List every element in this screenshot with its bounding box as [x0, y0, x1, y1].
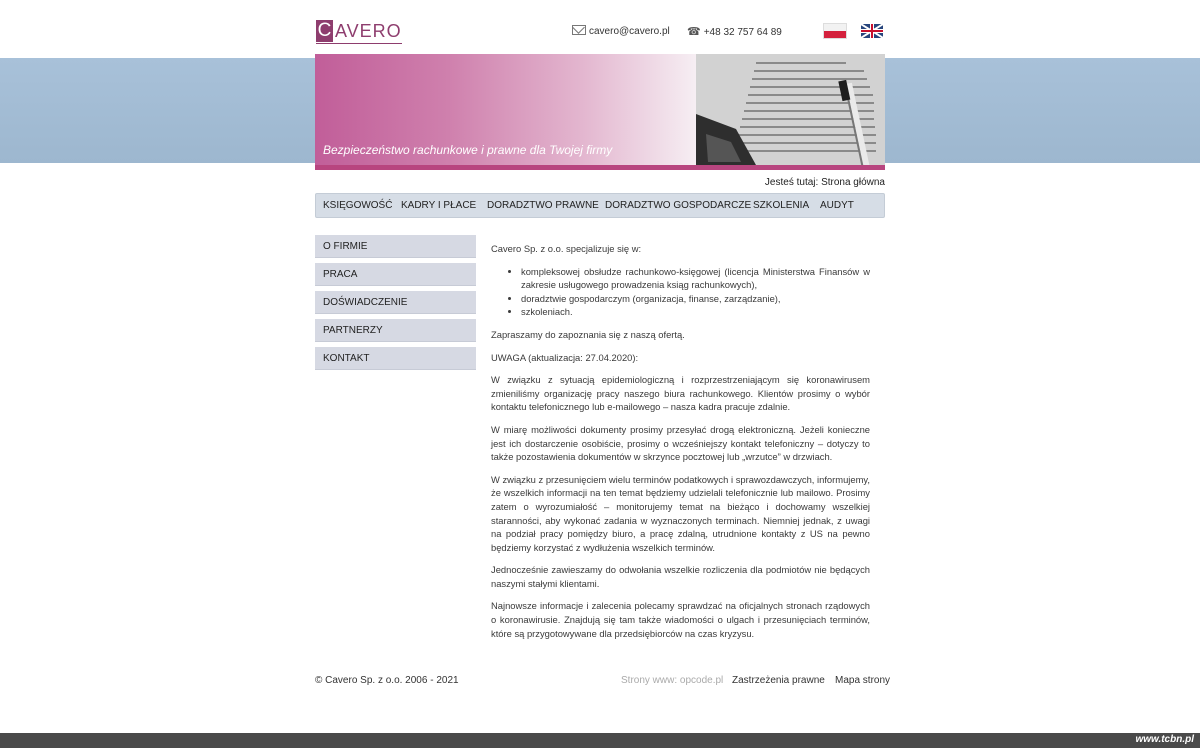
envelope-icon — [572, 25, 586, 35]
nav-item-doradztwo-gospodarcze[interactable]: DORADZTWO GOSPODARCZE — [605, 200, 752, 211]
polish-flag-icon[interactable] — [824, 24, 846, 38]
logo-initial: C — [317, 20, 332, 41]
sidebar-item-praca[interactable]: PRACA — [315, 263, 476, 286]
sidebar — [315, 235, 476, 375]
content-paragraph: UWAGA (aktualizacja: 27.04.2020): — [491, 351, 639, 363]
list-item: • kompleksowej obsłudze rachunkowo-księgowej (licencja Ministerstwa Finansów w zakresie usługowego prowadzenia ksiąg rachunkowych), — [521, 265, 870, 292]
content-paragraph: Jednocześnie zawieszamy do odwołania wszelkie rozliczenia dla podmiotów nie będących naszymi stałymi klientami. — [491, 564, 870, 589]
breadcrumb-label: Jesteś tutaj: — [764, 177, 819, 188]
logo[interactable] — [316, 20, 402, 44]
main-content — [491, 242, 870, 649]
header-email[interactable] — [572, 25, 670, 37]
content-paragraph: W związku z sytuacją epidemiologiczną i rozprzestrzeniającym się koronawirusem zmieniliśmy organizację pracy naszego biura rachunkowego. Klientów prosimy o wybór kontaktu telefonicznego lub e-mailowego – nasza kadra pracuje zdalnie. — [491, 374, 870, 413]
hero-slogan: Bezpieczeństwo rachunkowe i prawne dla Twojej firmy — [323, 143, 613, 157]
phone-text: +48 32 757 64 89 — [703, 27, 782, 38]
nav-item-audyt[interactable]: AUDYT — [820, 200, 854, 211]
main-nav — [315, 193, 885, 218]
content-intro: Cavero Sp. z o.o. specjalizuje się w: — [491, 243, 642, 254]
uk-flag-icon[interactable] — [861, 24, 883, 38]
list-item: • doradztwie gospodarczym (organizacja, finanse, zarządzanie), — [521, 292, 870, 306]
footer-copyright: © Cavero Sp. z o.o. 2006 - 2021 — [315, 675, 459, 686]
sidebar-item-doswiadczenie[interactable]: DOŚWIADCZENIE — [315, 291, 476, 314]
footer-credits[interactable]: Strony www: opcode.pl — [621, 675, 724, 686]
nav-item-ksiegowosc[interactable]: KSIĘGOWOŚĆ — [323, 200, 393, 211]
watermark: www.tcbn.pl — [1135, 734, 1194, 745]
sidebar-item-kontakt[interactable]: KONTAKT — [315, 347, 476, 370]
services-list — [491, 265, 870, 319]
nav-item-doradztwo-prawne[interactable]: DORADZTWO PRAWNE — [487, 200, 599, 211]
sidebar-item-o-firmie[interactable]: O FIRMIE — [315, 235, 476, 258]
content-paragraph: W związku z przesunięciem wielu terminów podatkowych i sprawozdawczych, informujemy, że wszelkich informacji na ten temat będziemy udzielali telefonicznie lub mailowo. Prosimy zatem o wyrozumiałość – monitorujemy temat na bieżąco i dochowamy wszelkiej staranności, aby wykonać zadania w wyznaczonych terminach. Niemniej jednak, z uwagi na podział pracy pomiędzy biuro, a pracę zdalną, utrudnione kontakty z US na pewno będziemy korzystać z wydłużenia wszelkich terminów. — [491, 473, 870, 553]
list-item: • szkoleniach. — [521, 305, 870, 319]
nav-item-szkolenia[interactable]: SZKOLENIA — [753, 200, 810, 211]
content-paragraph: W miarę możliwości dokumenty prosimy przesyłać drogą elektroniczną. Jeżeli konieczne jest ich dostarczenie osobiście, prosimy o wcześniejszy kontakt telefoniczny – dotyczy to także pozostawienia dokumentów w skrzynce pocztowej lub „wrzutce” w drzwiach. — [491, 423, 870, 463]
footer-sitemap-link[interactable]: Mapa strony — [835, 675, 891, 686]
breadcrumb — [765, 177, 885, 188]
content-paragraph: Najnowsze informacje i zalecenia polecamy sprawdzać na oficjalnych stronach rządowych o koronawirusie. Znajdują się tam także wiadomości o ulgach i przesunięciach terminów, które są przygotowywane dla przedsiębiorców na czas kryzysu. — [491, 600, 870, 639]
hero-accent-bar — [315, 165, 885, 170]
logo-text: AVERO — [335, 21, 402, 41]
hero-banner — [315, 54, 885, 170]
phone-icon: ☎ — [687, 26, 701, 38]
email-text: cavero@cavero.pl — [589, 26, 670, 37]
sidebar-item-partnerzy[interactable]: PARTNERZY — [315, 319, 476, 342]
bottom-bar — [0, 733, 1200, 748]
hero-photo — [696, 54, 885, 165]
content-paragraph: Zapraszamy do zapoznania się z naszą ofertą. — [491, 328, 685, 340]
nav-item-kadry[interactable]: KADRY I PŁACE — [401, 200, 477, 211]
footer-legal-link[interactable]: Zastrzeżenia prawne — [732, 675, 825, 686]
breadcrumb-current[interactable]: Strona główna — [821, 177, 885, 188]
header-phone — [687, 25, 782, 38]
logo-underline — [316, 43, 402, 44]
